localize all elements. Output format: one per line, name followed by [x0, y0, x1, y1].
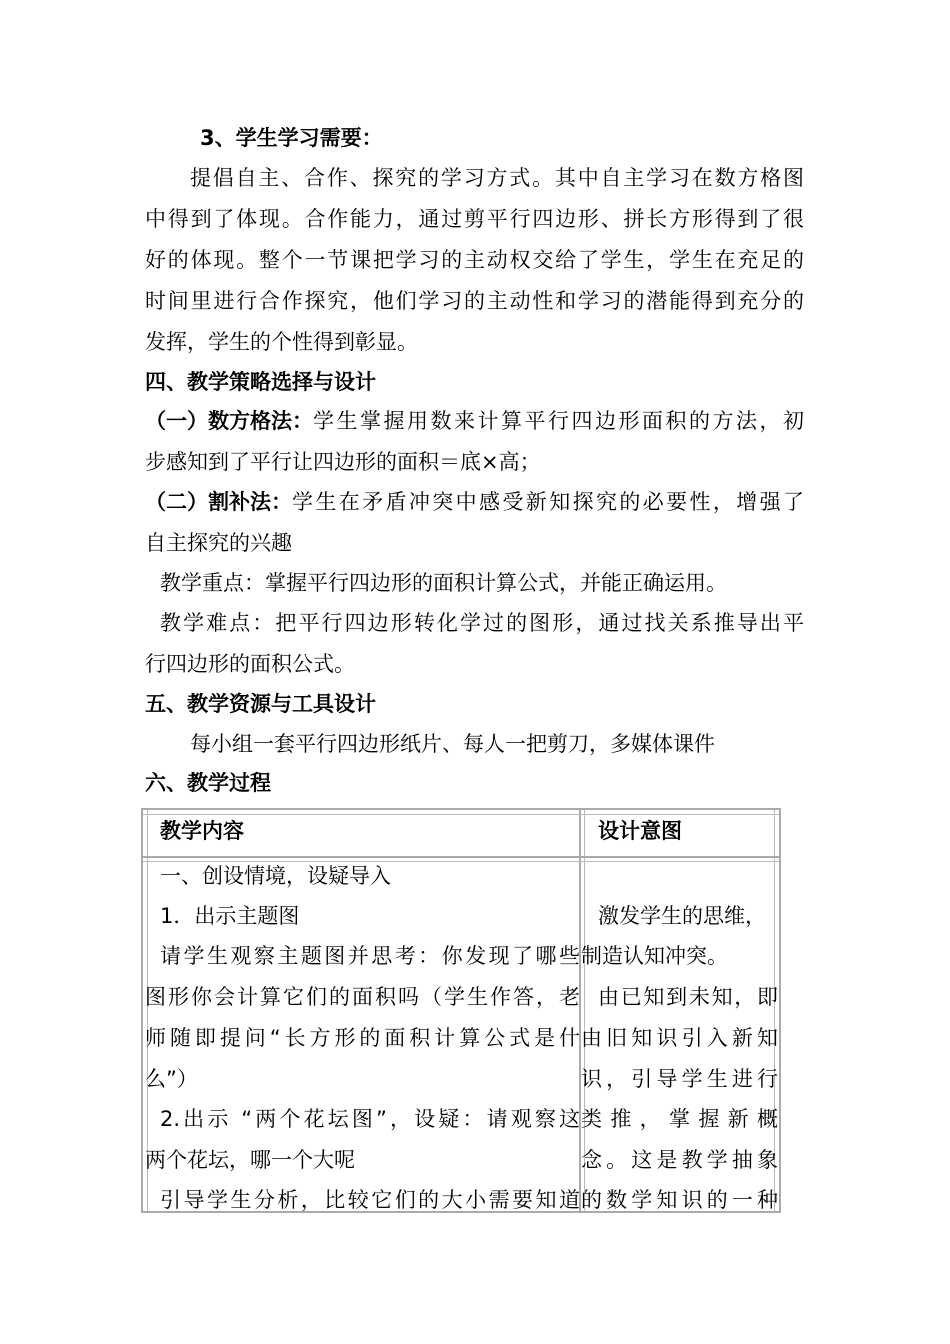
left-cell-line-4: 图形你会计算它们的面积吗（学生作答，老 — [145, 985, 580, 1009]
left-cell-line-6: 么”） — [145, 1067, 198, 1091]
left-cell-line-2: 1．出示主题图 — [160, 904, 300, 928]
right-cell-line-4: 由旧知识引入新知 — [581, 1026, 778, 1050]
section6-heading: 六、教学过程 — [145, 771, 271, 795]
table-border-top-inner — [143, 814, 779, 815]
left-cell-line-5: 师随即提问“长方形的面积计算公式是什 — [145, 1026, 580, 1050]
right-cell-line-3: 由已知到未知，即 — [598, 985, 778, 1009]
key-point: 教学重点：掌握平行四边形的面积计算公式，并能正确运用。 — [160, 571, 727, 595]
method2-text-1: 学生在矛盾冲突中感受新知探究的必要性，增强了 — [292, 490, 804, 514]
method2-label: （二）割补法： — [145, 490, 292, 514]
method1-line-1 — [145, 407, 804, 435]
right-cell-line-5: 识，引导学生进行 — [581, 1067, 778, 1091]
left-cell-line-3: 请学生观察主题图并思考：你发现了哪些 — [160, 944, 580, 968]
section4-heading: 四、教学策略选择与设计 — [145, 370, 376, 394]
right-cell-line-1: 激发学生的思维， — [598, 904, 766, 928]
method1-label: （一）数方格法： — [145, 409, 313, 433]
right-cell-line-7: 念。这是教学抽象 — [581, 1148, 778, 1172]
left-cell-line-8: 两个花坛，哪一个大呢 — [145, 1148, 355, 1172]
method1-text-1: 学生掌握用数来计算平行四边形面积的方法，初 — [313, 409, 804, 433]
section3-para-line-3: 好的体现。整个一节课把学习的主动权交给了学生，学生在充足的 — [145, 248, 804, 272]
difficulty-line-2: 行四边形的面积公式。 — [145, 652, 355, 676]
section5-text: 每小组一套平行四边形纸片、每人一把剪刀，多媒体课件 — [190, 732, 715, 756]
section5-heading: 五、教学资源与工具设计 — [145, 692, 376, 716]
method2-line-1 — [145, 488, 804, 516]
right-cell-line-6: 类推，掌握新概 — [581, 1107, 778, 1131]
right-cell-line-2: 制造认知冲突。 — [581, 944, 728, 968]
section3-para-line-1: 提倡自主、合作、探究的学习方式。其中自主学习在数方格图 — [190, 166, 804, 190]
method1-text-2: 步感知到了平行让四边形的面积＝底×高； — [145, 450, 541, 474]
right-cell-line-8: 的数学知识的一种 — [581, 1188, 778, 1212]
header-teaching-content: 教学内容 — [160, 819, 244, 843]
table-header-divider — [143, 856, 779, 858]
header-design-intent: 设计意图 — [598, 819, 682, 843]
difficulty-line-1: 教学难点：把平行四边形转化学过的图形，通过找关系推导出平 — [160, 611, 804, 635]
left-cell-line-1: 一、创设情境，设疑导入 — [160, 864, 391, 888]
section3-heading: 3、学生学习需要： — [200, 126, 383, 150]
teaching-process-table — [141, 808, 781, 1213]
section3-para-line-2: 中得到了体现。合作能力，通过剪平行四边形、拼长方形得到了很 — [145, 207, 804, 231]
left-cell-line-9: 引导学生分析，比较它们的大小需要知道 — [160, 1188, 580, 1212]
section3-para-line-4: 时间里进行合作探究，他们学习的主动性和学习的潜能得到充分的 — [145, 289, 804, 313]
section3-para-line-5: 发挥，学生的个性得到彰显。 — [145, 330, 418, 354]
method2-text-2: 自主探究的兴趣 — [145, 531, 292, 555]
left-cell-line-7: 2.出示 “两个花坛图”，设疑：请观察这 — [160, 1107, 580, 1131]
